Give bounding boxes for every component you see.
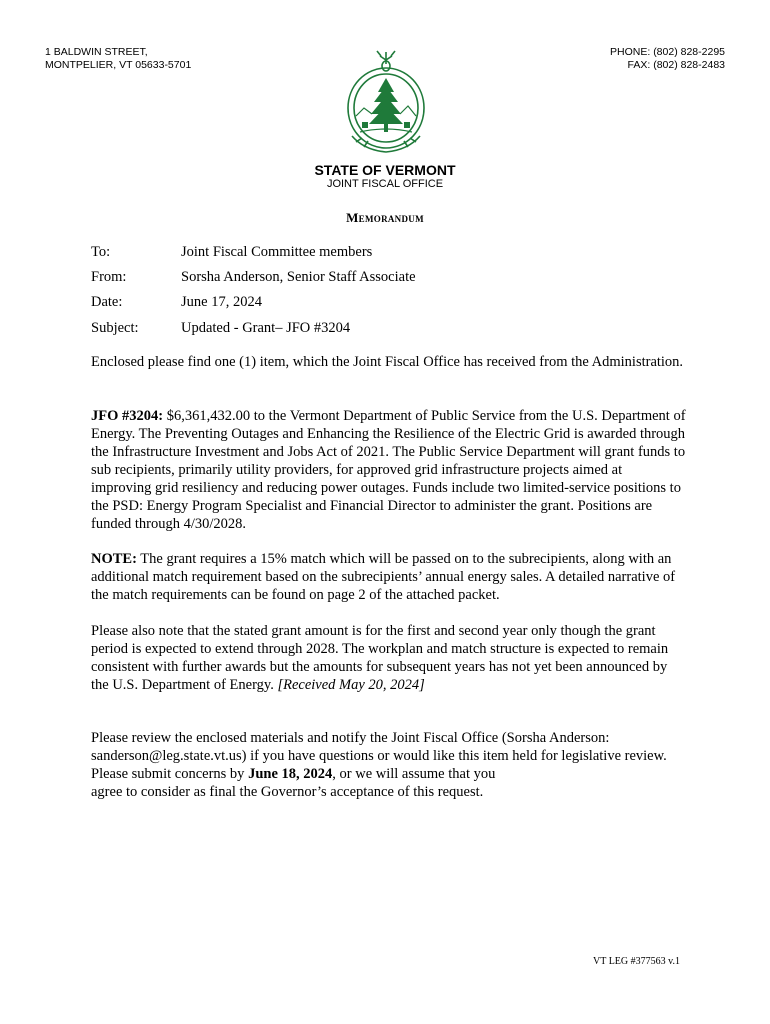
note-lead: NOTE:	[91, 551, 137, 567]
memo-from-value: Sorsha Anderson, Senior Staff Associate	[181, 269, 416, 285]
received-date: [Received May 20, 2024]	[277, 677, 425, 693]
memo-to-label: To:	[91, 244, 111, 260]
memo-date-label: Date:	[91, 294, 123, 310]
review-request-tail: , or we will assume that you	[332, 766, 496, 782]
jfo-number-lead: JFO #3204:	[91, 408, 164, 424]
memo-title: Memorandum	[346, 210, 424, 225]
grant-period-paragraph	[91, 622, 686, 694]
document-reference: VT LEG #377563 v.1	[593, 956, 680, 967]
fax-number: FAX: (802) 828-2483	[627, 59, 725, 71]
office-name: STATE OF VERMONT	[314, 162, 456, 178]
memo-date-row	[91, 294, 262, 311]
address-block	[45, 46, 191, 72]
vermont-state-seal-icon	[340, 44, 432, 156]
office-subtitle: JOINT FISCAL OFFICE	[326, 178, 444, 190]
memo-from-row	[91, 269, 416, 286]
jfo-description-text: $6,361,432.00 to the Vermont Department of Public Service from the U.S. Department of Energy. The Preventing Outages and Enhancing the Resilience of the Electric Grid is awarded through the Infrastructure Investment and Jobs Act of 2021. The Public Service Department will grant funds to sub recipients, primarily utility providers, for approved grid infrastructure projects aimed at improving grid resiliency and reducing power outages. Funds include two limited-service positions to the PSD: Energy Program Specialist and Financial Director to administer the grant. Positions are funded through 4/30/2028.	[91, 408, 686, 532]
phone-number: PHONE: (802) 828-2295	[610, 46, 725, 58]
contact-block	[610, 46, 725, 72]
memo-subject-value: Updated - Grant– JFO #3204	[181, 320, 351, 336]
grant-period-text: Please also note that the stated grant amount is for the first and second year only though the grant period is expected to extend through 2028. The workplan and match structure is expected to remain consistent with further awards but the amounts for subsequent years has not yet been announced by the U.S. Department of Energy.	[91, 623, 669, 693]
review-request-closing: agree to consider as final the Governor’s acceptance of this request.	[91, 784, 484, 800]
note-text: The grant requires a 15% match which will be passed on to the subrecipients, along with an additional match requirement based on the subrecipients’ annual energy sales. A detailed narrative of the match requirements can be found on page 2 of the attached packet.	[91, 551, 676, 603]
memo-from-label: From:	[91, 269, 127, 285]
memo-to-row	[91, 244, 372, 261]
memo-date-value: June 17, 2024	[181, 294, 262, 310]
intro-paragraph: Enclosed please find one (1) item, which the Joint Fiscal Office has received from the Administration.	[91, 354, 684, 370]
note-paragraph	[91, 550, 686, 604]
review-request-text: Please review the enclosed materials and notify the Joint Fiscal Office (Sorsha Anderson: sanderson@leg.state.vt.us) if you have questions or would like this item held for legislative review. Please submit concerns by	[91, 730, 667, 782]
review-request-paragraph	[91, 729, 686, 801]
memo-subject-row	[91, 320, 350, 337]
address-line-1: 1 BALDWIN STREET,	[45, 46, 148, 58]
memo-subject-label: Subject:	[91, 320, 139, 336]
jfo-description-paragraph	[91, 407, 686, 533]
review-deadline: June 18, 2024	[248, 766, 333, 782]
memo-to-value: Joint Fiscal Committee members	[181, 244, 373, 260]
address-line-2: MONTPELIER, VT 05633-5701	[45, 59, 192, 71]
